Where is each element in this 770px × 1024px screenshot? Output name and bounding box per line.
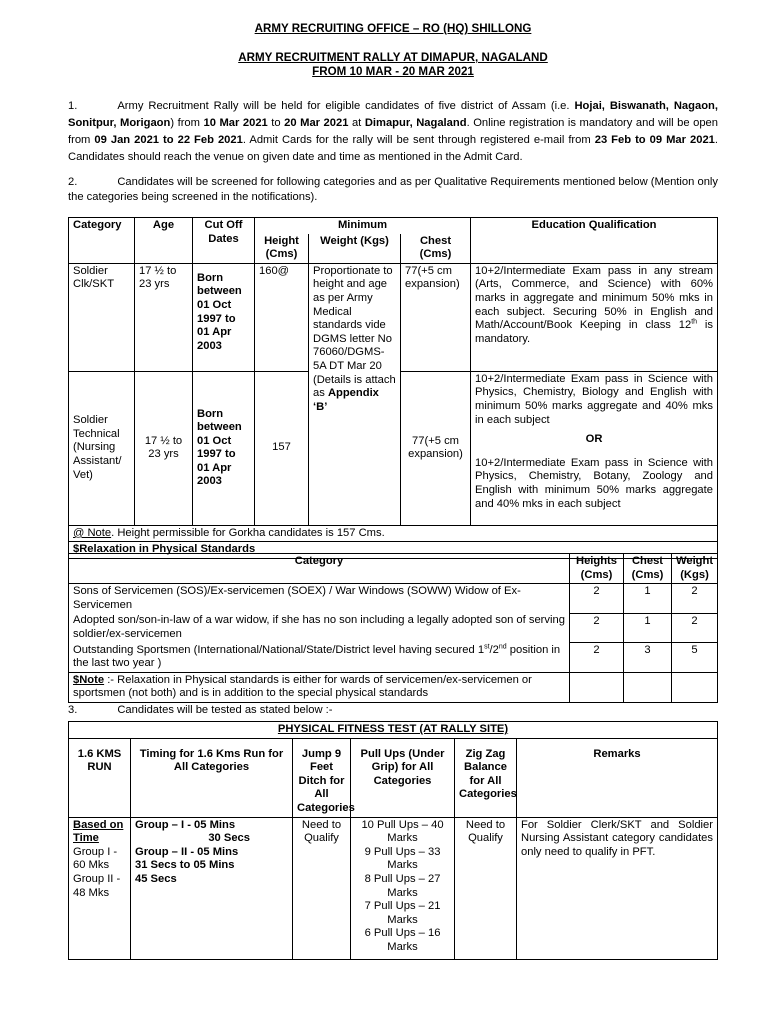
relax-row-1: Sons of Servicemen (SOS)/Ex-servicemen (SOEX) / War Windows (SOWW) Widow of Ex-Servicemen — [69, 584, 570, 614]
relax-row-1-weight: 2 — [672, 584, 718, 614]
relax-header-category: Category — [69, 554, 570, 584]
header-age: Age — [135, 218, 193, 264]
rally-dates: FROM 10 MAR - 20 MAR 2021 — [312, 65, 474, 78]
relaxation-table — [68, 553, 718, 703]
pft-jump-cell: Need to Qualify — [293, 817, 351, 959]
row1-height: 160@ — [255, 263, 309, 371]
relax-row-3-weight: 5 — [672, 643, 718, 673]
paragraph-2: 2. Candidates will be screened for following categories and as per Qualitative Requirements mentioned below (Mention only the categories being screened in the notifications). — [68, 176, 718, 203]
relaxation-title: $Relaxation in Physical Standards — [69, 542, 718, 559]
pft-table — [68, 721, 718, 960]
relax-row-1-height: 2 — [570, 584, 624, 614]
rally-heading: ARMY RECRUITMENT RALLY AT DIMAPUR, NAGALAND — [238, 51, 548, 64]
row1-category: Soldier Clk/SKT — [69, 263, 135, 371]
relax-row-2-chest: 1 — [624, 613, 672, 642]
pft-title: PHYSICAL FITNESS TEST (AT RALLY SITE) — [69, 722, 718, 739]
relax-row-2-weight: 2 — [672, 613, 718, 642]
pft-header-remarks: Remarks — [517, 738, 718, 817]
qualitative-requirements-table — [68, 217, 718, 559]
row1-cutoff: Born between 01 Oct 1997 to 01 Apr 2003 — [193, 263, 255, 371]
office-heading: ARMY RECRUITING OFFICE – RO (HQ) SHILLONG — [254, 22, 532, 35]
header-education: Education Qualification — [471, 218, 718, 264]
header-chest: Chest (Cms) — [401, 234, 471, 264]
pft-header-jump: Jump 9 Feet Ditch for All Categories — [293, 738, 351, 817]
row1-education: 10+2/Intermediate Exam pass in any stream (Arts, Commerce, and Science) with 60% marks in aggregate and minimum 50% mks in each subject. Securing 50% in English and Math/Account/Book Keeping in class 12th is mandatory. — [471, 263, 718, 371]
relax-row-2-height: 2 — [570, 613, 624, 642]
pft-header-pull: Pull Ups (Under Grip) for All Categories — [351, 738, 455, 817]
pft-pull-cell: 10 Pull Ups – 40 Marks 9 Pull Ups – 33 Marks 8 Pull Ups – 27 Marks 7 Pull Ups – 21 Marks 6 Pull Ups – 16 Marks — [351, 817, 455, 959]
row2-height: 157 — [255, 371, 309, 525]
header-weight: Weight (Kgs) — [309, 234, 401, 264]
relax-row-3: Outstanding Sportsmen (International/National/State/District level having secured 1st/2nd position in the last two year ) — [69, 643, 570, 673]
pft-timing-cell: Group – I - 05 Mins 30 Secs Group – II - 05 Mins 31 Secs to 05 Mins 45 Secs — [131, 817, 293, 959]
paragraph-1: 1. Army Recruitment Rally will be held for eligible candidates of five district of Assam (i.e. Hojai, Biswanath, Nagaon, Sonitpur, Morigaon) from 10 Mar 2021 to 20 Mar 2021 at Dimapur, Nagaland. Online registration is mandatory and will be open from 09 Jan 2021 to 22 Feb 2021. Admit Cards for the rally will be sent through registered e-mail from 23 Feb to 09 Mar 2021. Candidates should reach the venue on given date and time as mentioned in the Admit Card. — [68, 100, 719, 163]
row1-age: 17 ½ to 23 yrs — [135, 263, 193, 371]
paragraph-3: 3. Candidates will be tested as stated below :- — [68, 704, 333, 716]
relax-row-3-chest: 3 — [624, 643, 672, 673]
pft-header-timing: Timing for 1.6 Kms Run for All Categories — [131, 738, 293, 817]
header-height: Height (Cms) — [255, 234, 309, 264]
relax-header-weight: Weight (Kgs) — [672, 554, 718, 584]
pft-header-zigzag: Zig Zag Balance for All Categories — [455, 738, 517, 817]
row2-age: 17 ½ to 23 yrs — [135, 371, 193, 525]
pft-remarks-cell: For Soldier Clerk/SKT and Soldier Nursing Assistant category candidates only need to qualify in PFT. — [517, 817, 718, 959]
relaxation-note: $Note :- Relaxation in Physical standards is either for wards of servicemen/ex-servicemen or sportsmen (not both) and is in addition to the special physical standards — [69, 672, 570, 702]
pft-zigzag-cell: Need to Qualify — [455, 817, 517, 959]
header-cutoff: Cut Off Dates — [193, 218, 255, 264]
row2-cutoff: Born between 01 Oct 1997 to 01 Apr 2003 — [193, 371, 255, 525]
header-category: Category — [69, 218, 135, 264]
relax-header-chest: Chest (Cms) — [624, 554, 672, 584]
row2-category: Soldier Technical (Nursing Assistant/ Vet) — [69, 371, 135, 525]
relax-row-3-height: 2 — [570, 643, 624, 673]
weight-cell: Proportionate to height and age as per Army Medical standards vide DGMS letter No 76060/DGMS-5A DT Mar 20 (Details is attach as Appendix ‘B’ — [309, 263, 401, 525]
pft-header-run: 1.6 KMS RUN — [69, 738, 131, 817]
pft-run-cell: Based on Time Group I - 60 Mks Group II - 48 Mks — [69, 817, 131, 959]
row2-education: 10+2/Intermediate Exam pass in Science with Physics, Chemistry, Biology and English with minimum 50% marks aggregate and 40% mks in each subject OR 10+2/Intermediate Exam pass in Science with Physics, Chemistry, Botany, Zoology and English with minimum 50% marks aggregate and 40% mks in each subject — [471, 371, 718, 525]
relax-header-heights: Heights (Cms) — [570, 554, 624, 584]
relax-row-2: Adopted son/son-in-law of a war widow, if she has no son including a legally adopted son of serving soldier/ex-servicemen — [69, 613, 570, 642]
header-minimum: Minimum — [255, 218, 471, 234]
height-note: @ Note. Height permissible for Gorkha candidates is 157 Cms. — [69, 525, 718, 542]
row2-chest: 77(+5 cm expansion) — [401, 371, 471, 525]
relax-row-1-chest: 1 — [624, 584, 672, 614]
row1-chest: 77(+5 cm expansion) — [401, 263, 471, 371]
